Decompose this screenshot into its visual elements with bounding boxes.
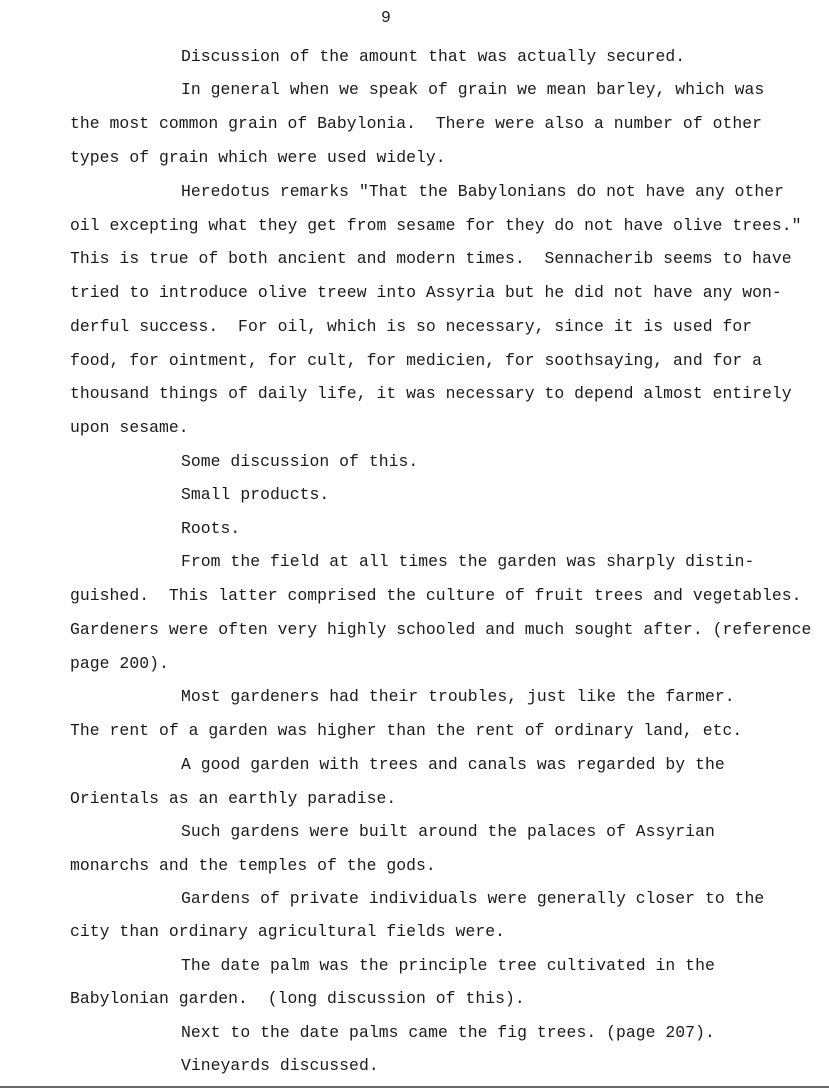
- text-line: A good garden with trees and canals was regarded by the: [181, 755, 725, 774]
- text-line: Orientals as an earthly paradise.: [70, 789, 397, 808]
- text-line: page 200).: [70, 654, 169, 673]
- text-line: The rent of a garden was higher than the rent of ordinary land, etc.: [70, 721, 743, 740]
- text-line: Such gardens were built around the palaces of Assyrian: [181, 822, 715, 841]
- text-line: upon sesame.: [70, 418, 189, 437]
- text-line: Next to the date palms came the fig trees. (page 207).: [181, 1023, 715, 1042]
- text-line: guished. This latter comprised the culture of fruit trees and vegetables.: [70, 586, 802, 605]
- text-line: thousand things of daily life, it was necessary to depend almost entirely: [70, 384, 792, 403]
- text-line: food, for ointment, for cult, for medicien, for soothsaying, and for a: [70, 351, 763, 370]
- page-number: 9: [381, 8, 391, 27]
- text-line: This is true of both ancient and modern times. Sennacherib seems to have: [70, 249, 792, 268]
- text-line: Babylonian garden. (long discussion of this).: [70, 989, 525, 1008]
- text-line: Some discussion of this.: [181, 452, 419, 471]
- text-line: Most gardeners had their troubles, just like the farmer.: [181, 687, 735, 706]
- text-line: city than ordinary agricultural fields were.: [70, 922, 505, 941]
- text-line: Gardens of private individuals were generally closer to the: [181, 889, 765, 908]
- text-line: types of grain which were used widely.: [70, 148, 446, 167]
- text-line: tried to introduce olive treew into Assyria but he did not have any won-: [70, 283, 782, 302]
- text-line: The date palm was the principle tree cultivated in the: [181, 956, 715, 975]
- text-line: Vineyards discussed.: [181, 1056, 379, 1075]
- text-line: Discussion of the amount that was actually secured.: [181, 47, 686, 66]
- text-line: Heredotus remarks "That the Babylonians do not have any other: [181, 182, 785, 201]
- text-line: Gardeners were often very highly schooled and much sought after. (reference: [70, 620, 812, 639]
- text-line: the most common grain of Babylonia. There were also a number of other: [70, 114, 763, 133]
- text-line: From the field at all times the garden was sharply distin-: [181, 552, 755, 571]
- text-line: oil excepting what they get from sesame for they do not have olive trees.": [70, 216, 802, 235]
- text-line: monarchs and the temples of the gods.: [70, 856, 436, 875]
- text-line: In general when we speak of grain we mean barley, which was: [181, 80, 765, 99]
- page-bottom-edge: [0, 1086, 829, 1088]
- text-line: Roots.: [181, 519, 241, 538]
- text-line: derful success. For oil, which is so necessary, since it is used for: [70, 317, 753, 336]
- text-line: Small products.: [181, 485, 330, 504]
